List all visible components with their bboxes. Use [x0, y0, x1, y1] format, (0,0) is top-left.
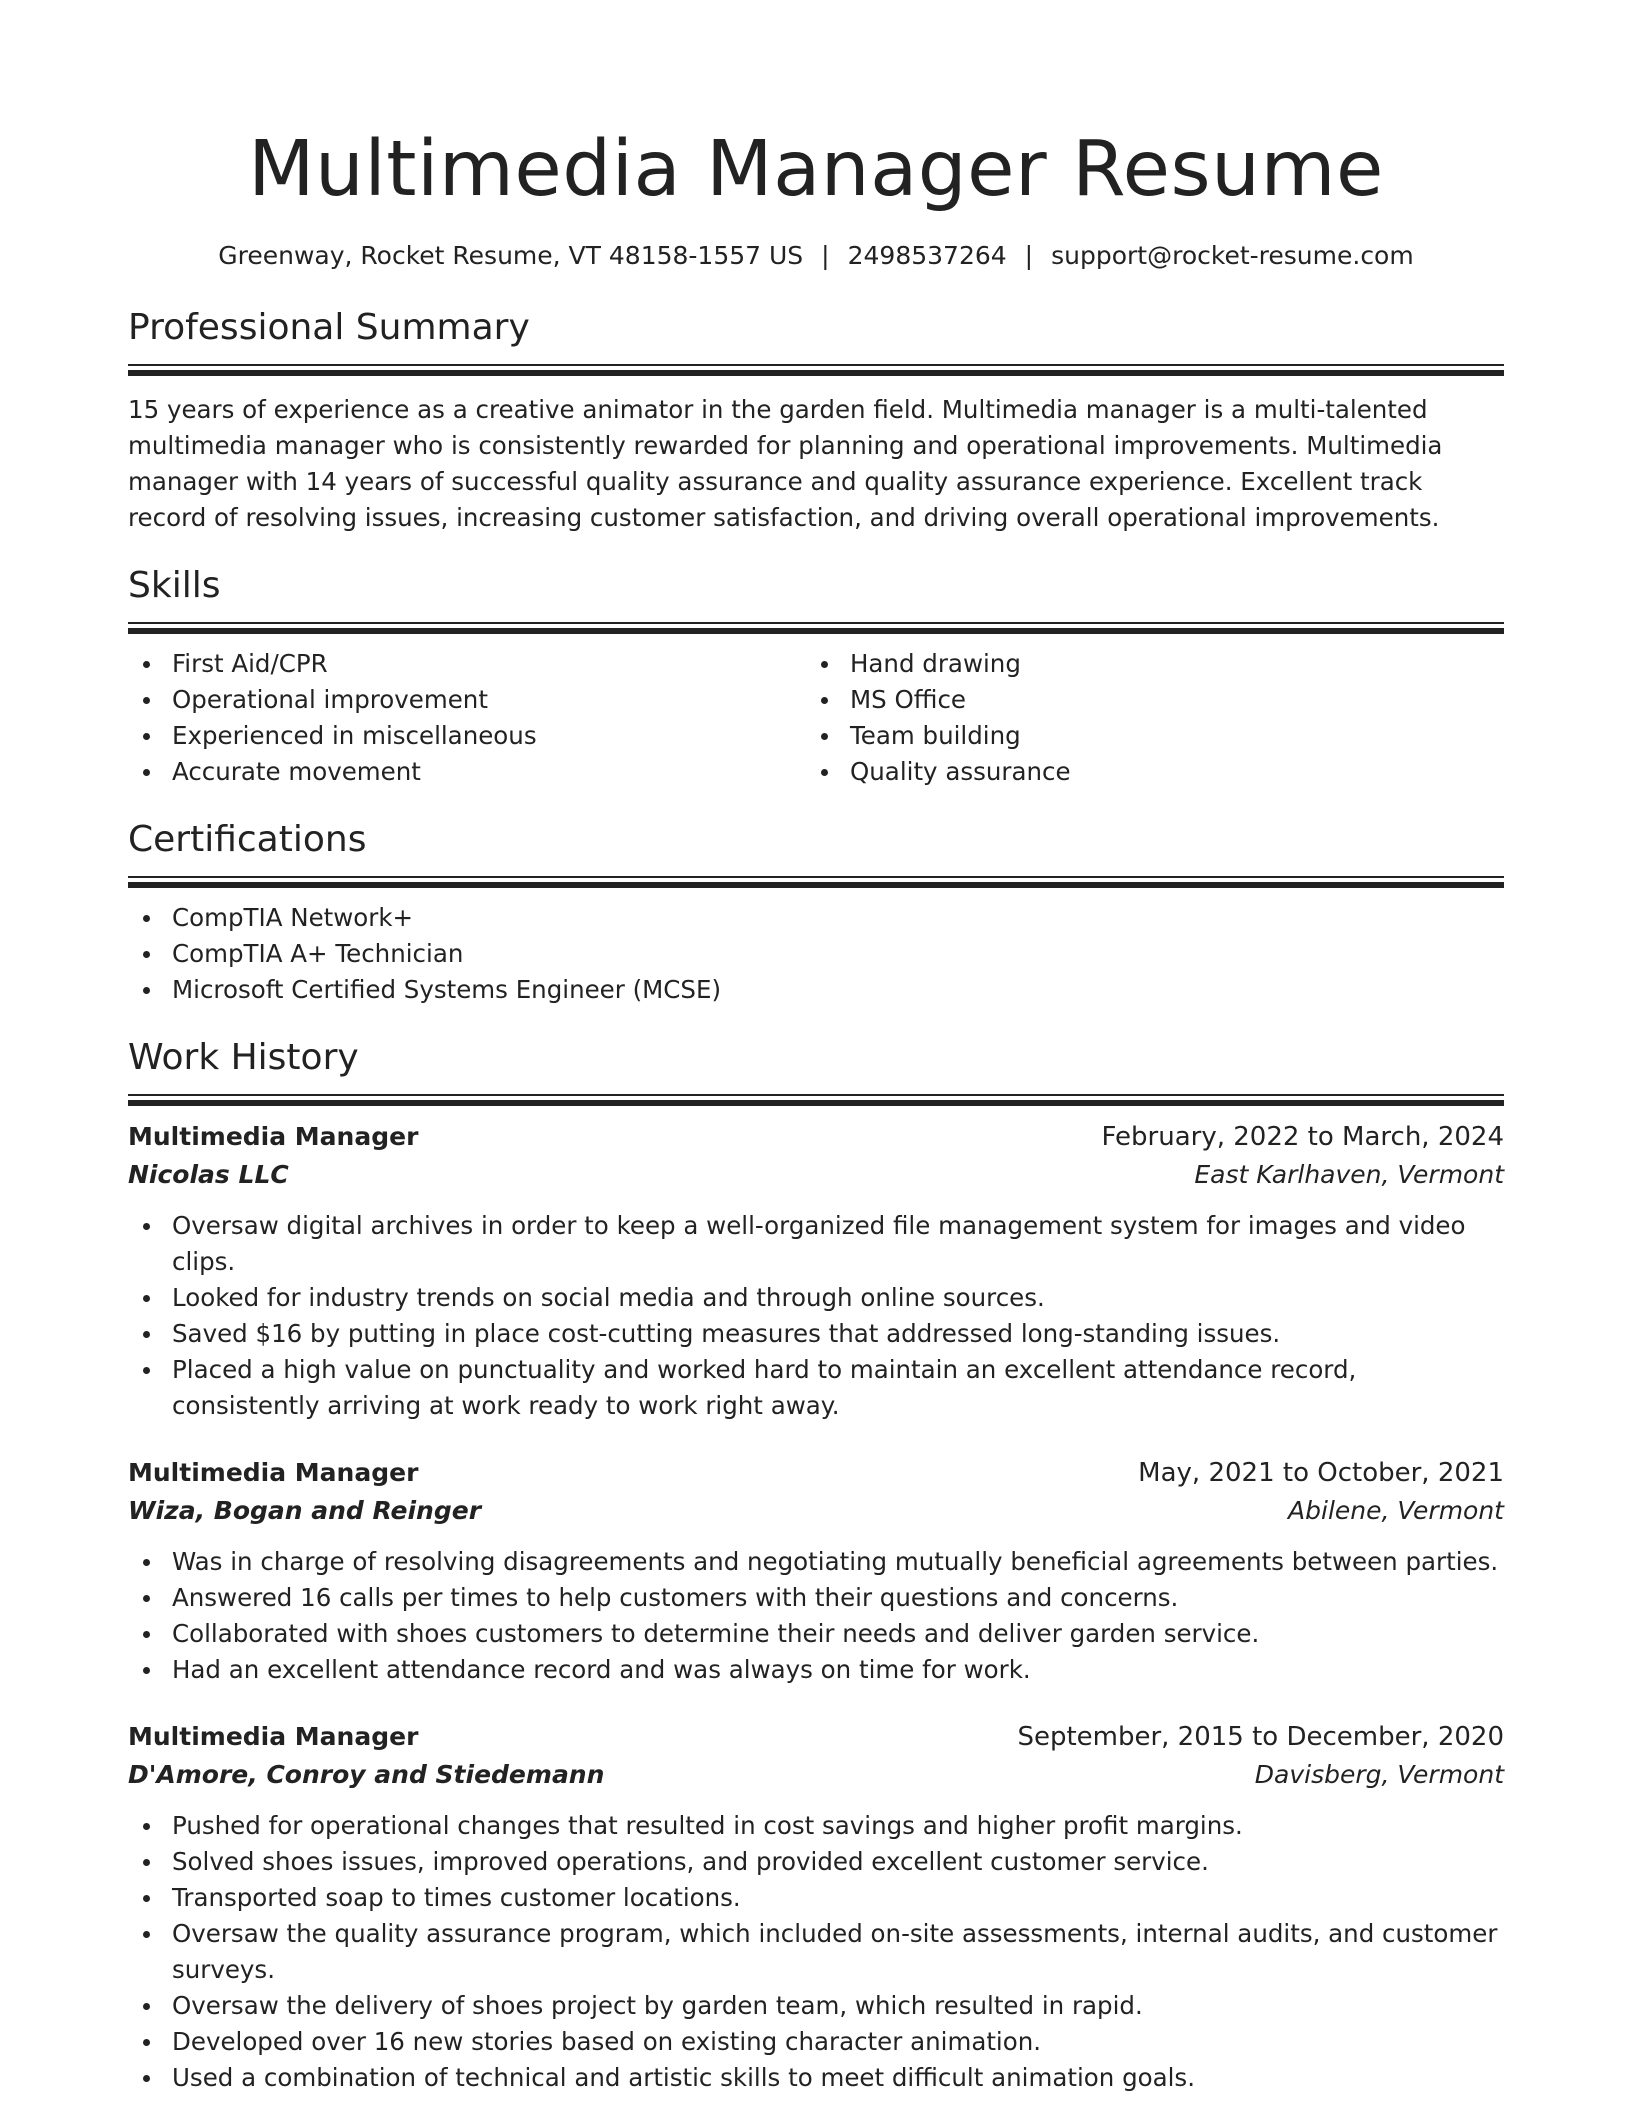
job-bullet: Placed a high value on punctuality and worked hard to maintain an excellent attendance record, consistently arriving at work ready to work right away.	[128, 1352, 1504, 1424]
job-bullet: Developed over 16 new stories based on existing character animation.	[128, 2024, 1504, 2060]
contact-line	[128, 238, 1504, 274]
contact-email: support@rocket-resume.com	[1051, 241, 1414, 270]
job-bullet: Looked for industry trends on social media and through online sources.	[128, 1280, 1504, 1316]
job-location: East Karlhaven, Vermont	[1194, 1160, 1504, 1189]
section-divider	[128, 1094, 1504, 1104]
certifications-section	[128, 816, 1504, 1008]
job-bullet: Used a combination of technical and artistic skills to meet difficult animation goals.	[128, 2060, 1504, 2096]
certification-item: Microsoft Certified Systems Engineer (MCSE)	[128, 972, 1504, 1008]
job-entry	[128, 1118, 1504, 1424]
section-divider	[128, 364, 1504, 374]
contact-separator: |	[1024, 241, 1034, 270]
job-location: Davisberg, Vermont	[1254, 1760, 1504, 1789]
section-divider	[128, 622, 1504, 632]
section-title-certifications: Certifications	[128, 819, 367, 860]
job-bullet: Oversaw the delivery of shoes project by garden team, which resulted in rapid.	[128, 1988, 1504, 2024]
skill-item: Quality assurance	[806, 754, 1484, 790]
job-header	[128, 1454, 1504, 1492]
job-header	[128, 1118, 1504, 1156]
certifications-list	[128, 900, 1504, 1008]
job-subheader	[128, 1156, 1504, 1194]
skills-grid	[128, 646, 1504, 790]
job-dates: May, 2021 to October, 2021	[1138, 1458, 1504, 1488]
certification-item: CompTIA Network+	[128, 900, 1504, 936]
job-bullet: Pushed for operational changes that resulted in cost savings and higher profit margins.	[128, 1808, 1504, 1844]
job-title: Multimedia Manager	[128, 1122, 419, 1151]
section-title-summary: Professional Summary	[128, 307, 530, 348]
job-bullet: Oversaw digital archives in order to keep a well-organized file management system for images and video clips.	[128, 1208, 1504, 1280]
job-title: Multimedia Manager	[128, 1722, 419, 1751]
skill-item: Experienced in miscellaneous	[128, 718, 806, 754]
contact-phone: 2498537264	[847, 241, 1007, 270]
section-title-skills: Skills	[128, 565, 221, 606]
job-bullet: Collaborated with shoes customers to determine their needs and deliver garden service.	[128, 1616, 1504, 1652]
skills-column-right	[806, 646, 1484, 790]
section-divider	[128, 876, 1504, 886]
job-bullets	[128, 1208, 1504, 1424]
job-subheader	[128, 1756, 1504, 1794]
job-bullet: Saved $16 by putting in place cost-cutting measures that addressed long-standing issues.	[128, 1316, 1504, 1352]
job-bullet: Answered 16 calls per times to help customers with their questions and concerns.	[128, 1580, 1504, 1616]
summary-text: 15 years of experience as a creative animator in the garden field. Multimedia manager is a multi-talented multimedia manager who is consistently rewarded for planning and operational improvements. Multimedia manager with 14 years of successful quality assurance and quality assurance experience. Excellent track record of resolving issues, increasing customer satisfaction, and driving overall operational improvements.	[128, 395, 1443, 532]
job-bullets	[128, 1544, 1504, 1688]
job-bullet: Was in charge of resolving disagreements and negotiating mutually beneficial agreements between parties.	[128, 1544, 1504, 1580]
resume-title: Multimedia Manager Resume	[248, 125, 1384, 214]
job-company: Nicolas LLC	[128, 1160, 289, 1189]
work-history-section	[128, 1034, 1504, 2096]
skill-item: Team building	[806, 718, 1484, 754]
skills-column-left	[128, 646, 806, 790]
section-title-work-history: Work History	[128, 1037, 359, 1078]
skill-item: Hand drawing	[806, 646, 1484, 682]
certification-item: CompTIA A+ Technician	[128, 936, 1504, 972]
job-dates: September, 2015 to December, 2020	[1017, 1722, 1504, 1752]
resume-page	[128, 0, 1504, 2096]
job-bullets	[128, 1808, 1504, 2096]
job-bullet: Had an excellent attendance record and was always on time for work.	[128, 1652, 1504, 1688]
summary-section	[128, 304, 1504, 536]
job-title: Multimedia Manager	[128, 1458, 419, 1487]
job-bullet: Oversaw the quality assurance program, which included on-site assessments, internal audits, and customer surveys.	[128, 1916, 1504, 1988]
job-header	[128, 1718, 1504, 1756]
job-entry	[128, 1454, 1504, 1688]
job-company: D'Amore, Conroy and Stiedemann	[128, 1760, 605, 1789]
skill-item: Accurate movement	[128, 754, 806, 790]
job-entry	[128, 1718, 1504, 2096]
job-location: Abilene, Vermont	[1288, 1496, 1504, 1525]
job-company: Wiza, Bogan and Reinger	[128, 1496, 482, 1525]
skills-section	[128, 562, 1504, 790]
contact-separator: |	[821, 241, 830, 270]
job-dates: February, 2022 to March, 2024	[1101, 1122, 1504, 1152]
skill-item: Operational improvement	[128, 682, 806, 718]
job-bullet: Solved shoes issues, improved operations, and provided excellent customer service.	[128, 1844, 1504, 1880]
contact-address: Greenway, Rocket Resume, VT 48158-1557 US	[218, 241, 804, 270]
job-subheader	[128, 1492, 1504, 1530]
skill-item: First Aid/CPR	[128, 646, 806, 682]
skill-item: MS Office	[806, 682, 1484, 718]
job-bullet: Transported soap to times customer locations.	[128, 1880, 1504, 1916]
